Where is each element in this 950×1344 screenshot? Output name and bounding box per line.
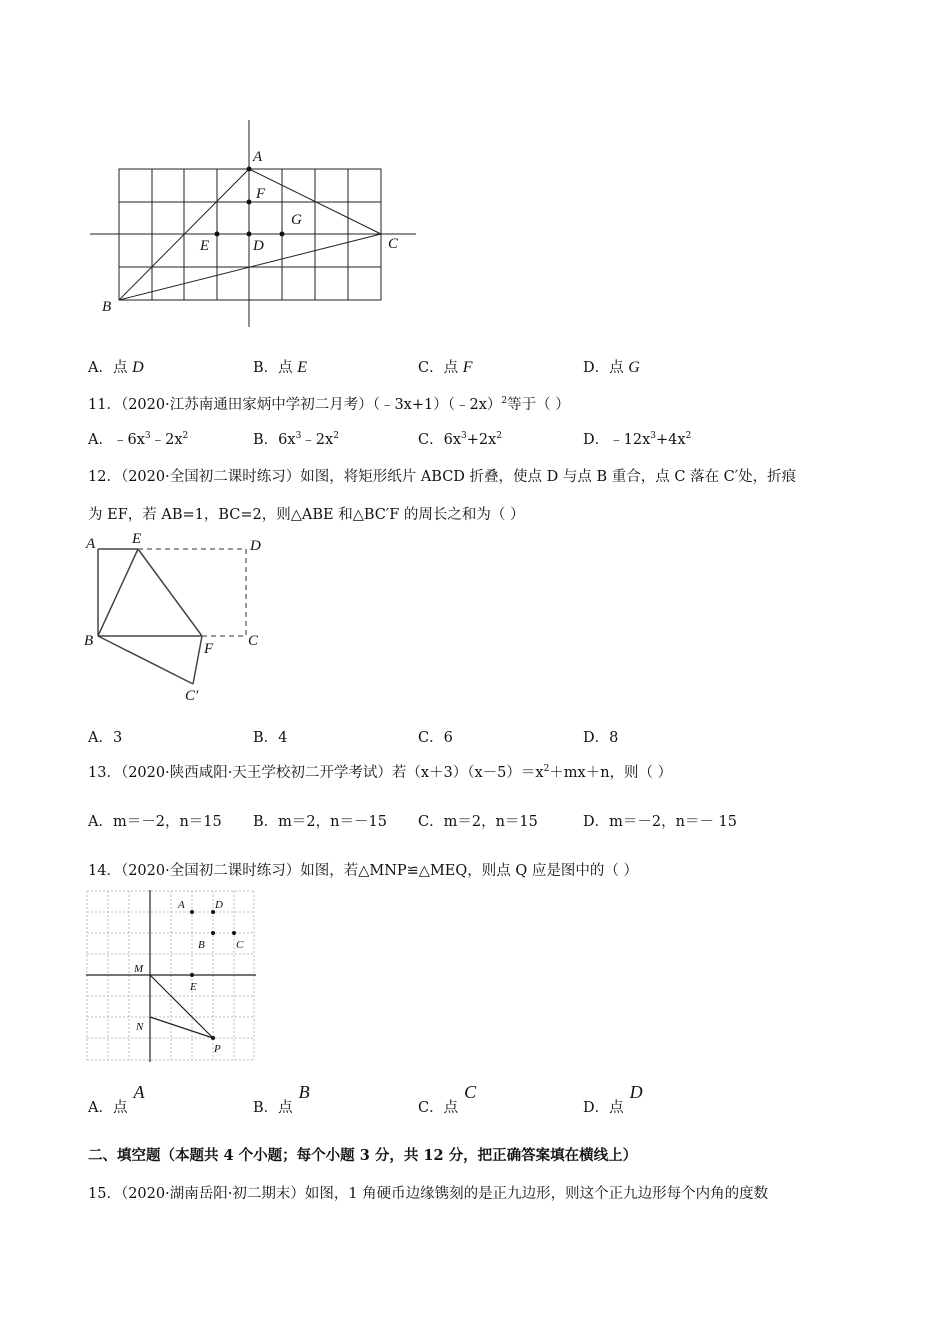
label-E: E bbox=[200, 238, 210, 254]
label-C: C bbox=[236, 939, 244, 951]
q13-stem: 13．（2020·陕西咸阳·天王学校初二开学考试）若$(x+3)(x-5)=x^2+mx+n$，则（ ） bbox=[88, 764, 673, 781]
label-C: C bbox=[388, 236, 399, 252]
q12-stem-line2: 为 EF，若 AB=1，BC=2，则△ABE 和△BC′F 的周长之和为（ ） bbox=[88, 507, 525, 523]
q11-option-a[interactable]: A．$﹣6x^3﹣2x^2$ bbox=[88, 431, 189, 448]
q13-option-d[interactable]: D．m＝－2，n＝－ 15 bbox=[583, 814, 737, 830]
label-G: G bbox=[291, 212, 302, 228]
q10-option-c[interactable]: C．点 F bbox=[418, 359, 473, 376]
label-B: B bbox=[198, 939, 205, 951]
q14-option-d[interactable]: D．点D bbox=[583, 1082, 643, 1116]
q10-option-d[interactable]: D．点 G bbox=[583, 359, 640, 376]
label-F: F bbox=[204, 641, 214, 657]
q13-option-b[interactable]: B．m＝2，n＝－15 bbox=[253, 814, 387, 830]
q10-grid-figure bbox=[80, 112, 430, 342]
label-M: M bbox=[134, 963, 144, 975]
label-P: P bbox=[214, 1043, 221, 1055]
q10-option-a[interactable]: A．点 D bbox=[88, 359, 144, 376]
label-N: N bbox=[136, 1021, 144, 1033]
label-E: E bbox=[132, 532, 142, 547]
q14-option-b[interactable]: B．点B bbox=[253, 1082, 310, 1116]
q12-option-c[interactable]: C．6 bbox=[418, 730, 453, 746]
label-A: A bbox=[253, 149, 263, 165]
q14-grid-figure bbox=[86, 890, 258, 1066]
q12-option-b[interactable]: B．4 bbox=[253, 730, 288, 746]
label-D: D bbox=[250, 538, 261, 554]
label-D: D bbox=[215, 899, 223, 911]
q11-option-d[interactable]: D．$﹣12x^3+4x^2$ bbox=[583, 431, 692, 448]
section-2-heading: 二、填空题（本题共 4 个小题；每个小题 3 分，共 12 分，把正确答案填在横线上） bbox=[88, 1147, 638, 1164]
label-E: E bbox=[190, 981, 197, 993]
q14-stem: 14．（2020·全国初二课时练习）如图，若△MNP≌△MEQ，则点 Q 应是图中的（ ） bbox=[88, 863, 638, 879]
q11-option-b[interactable]: B．$6x^3﹣2x^2$ bbox=[253, 431, 339, 448]
q12-stem-line1: 12．（2020·全国初二课时练习）如图，将矩形纸片 ABCD 折叠，使点 D 与点 B 重合，点 C 落在 C′处，折痕 bbox=[88, 469, 797, 485]
q13-option-c[interactable]: C．m＝2，n＝15 bbox=[418, 814, 538, 830]
q11-option-c[interactable]: C．$6x^3+2x^2$ bbox=[418, 431, 503, 448]
label-A: A bbox=[178, 899, 185, 911]
label-B: B bbox=[102, 299, 112, 315]
label-C-prime: C′ bbox=[185, 688, 199, 704]
q11-stem: 11．（2020·江苏南通田家炳中学初二月考）（﹣3x+1）（﹣2x）$^2$等于（ ） bbox=[88, 396, 570, 413]
q12-fold-figure bbox=[80, 532, 280, 712]
label-F: F bbox=[256, 186, 266, 202]
label-C: C bbox=[248, 633, 259, 649]
q12-option-d[interactable]: D．8 bbox=[583, 730, 619, 746]
q14-option-c[interactable]: C．点C bbox=[418, 1082, 477, 1116]
label-A: A bbox=[86, 536, 96, 552]
label-B: B bbox=[84, 633, 94, 649]
q12-option-a[interactable]: A．3 bbox=[88, 730, 123, 746]
q10-option-b[interactable]: B．点 E bbox=[253, 359, 308, 376]
q13-option-a[interactable]: A．m＝－2，n＝15 bbox=[88, 814, 222, 830]
q15-stem: 15．（2020·湖南岳阳·初二期末）如图，1 角硬币边缘镌刻的是正九边形，则这个正九边形每个内角的度数 bbox=[88, 1186, 769, 1202]
q14-option-a[interactable]: A．点A bbox=[88, 1082, 145, 1116]
label-D: D bbox=[253, 238, 264, 254]
